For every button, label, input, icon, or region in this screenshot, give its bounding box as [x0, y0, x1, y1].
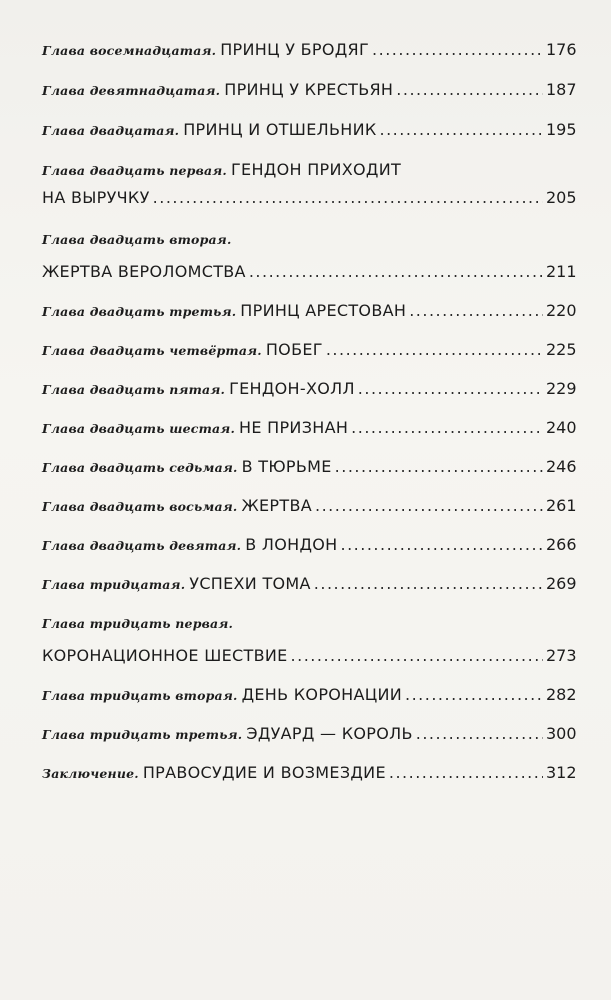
- dot-leader: [314, 574, 543, 593]
- page-number: 205: [546, 188, 577, 207]
- page-number: 246: [546, 457, 577, 476]
- toc-entry: [42, 40, 577, 76]
- dot-leader: [326, 340, 543, 359]
- dot-leader: [315, 496, 543, 515]
- chapter-label: Глава двадцать восьмая.: [42, 499, 238, 514]
- chapter-title: ДЕНЬ КОРОНАЦИИ: [241, 685, 402, 704]
- page-number: 225: [546, 340, 577, 359]
- chapter-label: Глава тридцатая.: [42, 577, 186, 592]
- chapter-title: ПРАВОСУДИЕ И ВОЗМЕЗДИЕ: [142, 763, 386, 782]
- page-number: 176: [546, 40, 577, 59]
- page-number: 266: [546, 535, 577, 554]
- dot-leader: [396, 80, 543, 99]
- page-number: 240: [546, 418, 577, 437]
- dot-leader: [340, 535, 543, 554]
- page-number: 282: [546, 685, 577, 704]
- chapter-title: ПРИНЦ У КРЕСТЬЯН: [224, 80, 394, 99]
- page-number: 229: [546, 379, 577, 398]
- chapter-title: ГЕНДОН ПРИХОДИТ: [231, 160, 402, 179]
- page-number: 300: [546, 724, 577, 743]
- chapter-title: НЕ ПРИЗНАН: [239, 418, 349, 437]
- chapter-title: ПРИНЦ У БРОДЯГ: [220, 40, 370, 59]
- toc-entry: [42, 457, 577, 493]
- dot-leader: [409, 301, 543, 320]
- dot-leader: [291, 646, 543, 665]
- toc-entry: [42, 496, 577, 532]
- chapter-title: В ТЮРЬМЕ: [241, 457, 332, 476]
- page-number: 195: [546, 120, 577, 139]
- chapter-title: ЭДУАРД — КОРОЛЬ: [246, 724, 413, 743]
- toc-entry: [42, 340, 577, 376]
- page-number: 211: [546, 262, 577, 281]
- dot-leader: [389, 763, 543, 782]
- chapter-label: Глава девятнадцатая.: [42, 83, 221, 98]
- dot-leader: [416, 724, 543, 743]
- toc-entry: [42, 120, 577, 156]
- chapter-title: ПРИНЦ И ОТШЕЛЬНИК: [183, 120, 377, 139]
- chapter-title: ПРИНЦ АРЕСТОВАН: [240, 301, 407, 320]
- chapter-label: Глава двадцать вторая.: [42, 232, 232, 247]
- chapter-title: УСПЕХИ ТОМА: [189, 574, 311, 593]
- toc-entry: [42, 724, 577, 760]
- toc-entry: [42, 574, 577, 610]
- page-number: 273: [546, 646, 577, 665]
- chapter-label: Глава двадцать третья.: [42, 304, 237, 319]
- toc-entry: [42, 763, 577, 799]
- chapter-title: ЖЕРТВА ВЕРОЛОМСТВА: [42, 262, 246, 281]
- chapter-label: Глава тридцать первая.: [42, 616, 234, 631]
- toc-entry: [42, 301, 577, 337]
- dot-leader: [380, 120, 544, 139]
- chapter-label: Глава двадцать шестая.: [42, 421, 236, 436]
- toc-entry: [42, 535, 577, 571]
- page-number: 269: [546, 574, 577, 593]
- chapter-label: Глава двадцать первая.: [42, 163, 227, 178]
- dot-leader: [153, 188, 543, 207]
- dot-leader: [335, 457, 543, 476]
- chapter-title: КОРОНАЦИОННОЕ ШЕСТВИЕ: [42, 646, 288, 665]
- page-number: 187: [546, 80, 577, 99]
- dot-leader: [405, 685, 543, 704]
- chapter-label: Глава тридцать вторая.: [42, 688, 238, 703]
- chapter-label: Глава двадцать четвёртая.: [42, 343, 262, 358]
- toc-entry: [42, 616, 577, 682]
- page-number: 220: [546, 301, 577, 320]
- chapter-label: Глава двадцать пятая.: [42, 382, 226, 397]
- dot-leader: [351, 418, 543, 437]
- chapter-title: ПОБЕГ: [265, 340, 323, 359]
- toc-entry: [42, 418, 577, 454]
- toc-entry: [42, 160, 577, 224]
- table-of-contents: [42, 34, 577, 799]
- chapter-label: Глава тридцать третья.: [42, 727, 243, 742]
- toc-entry: [42, 80, 577, 116]
- toc-entry: [42, 232, 577, 298]
- dot-leader: [249, 262, 543, 281]
- dot-leader: [358, 379, 543, 398]
- chapter-label: Глава двадцатая.: [42, 123, 180, 138]
- page-number: 261: [546, 496, 577, 515]
- chapter-label: Глава двадцать седьмая.: [42, 460, 238, 475]
- dot-leader: [372, 40, 543, 59]
- toc-entry: [42, 685, 577, 721]
- page-number: 312: [546, 763, 577, 782]
- chapter-title: ГЕНДОН-ХОЛЛ: [229, 379, 355, 398]
- chapter-label: Глава двадцать девятая.: [42, 538, 242, 553]
- chapter-title: В ЛОНДОН: [245, 535, 338, 554]
- chapter-title-continued: НА ВЫРУЧКУ: [42, 188, 150, 207]
- chapter-label: Глава восемнадцатая.: [42, 43, 217, 58]
- chapter-label: Заключение.: [42, 766, 139, 781]
- toc-entry: [42, 379, 577, 415]
- chapter-title: ЖЕРТВА: [241, 496, 312, 515]
